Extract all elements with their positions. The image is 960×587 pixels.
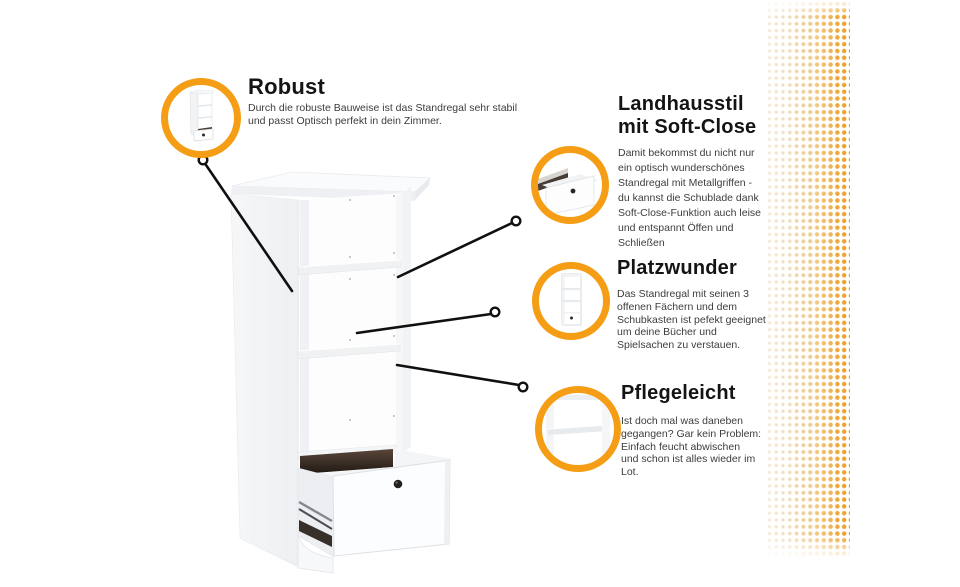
feature-platzwunder-title [617, 257, 737, 280]
feature-platzwunder-description [617, 288, 766, 352]
description-line: ein optisch wunderschönes [618, 162, 745, 174]
feature-platzwunder-thumbnail [532, 262, 610, 340]
description-line: Lot. [621, 466, 639, 479]
feature-pflegeleicht-thumbnail [535, 386, 621, 472]
description-line: Einfach feucht abwischen [621, 440, 741, 453]
description-line: Durch die robuste Bauweise ist das Standregal sehr stabil [248, 102, 518, 114]
description-line: du kannst die Schublade dank [618, 192, 759, 204]
shelf-angled-icon [168, 85, 234, 151]
connector-pflegeleicht [397, 365, 519, 385]
standregal-drawing [231, 172, 452, 573]
description-line: um deine Bücher und [617, 326, 717, 339]
title-line: Robust [248, 74, 325, 99]
feature-softclose-thumbnail [531, 146, 609, 224]
compartment-closeup-icon [542, 393, 614, 465]
title-line: mit Soft-Close [618, 116, 757, 138]
feature-robust-thumbnail [161, 78, 241, 158]
description-line: Spielsachen zu verstauen. [617, 339, 741, 352]
description-line: Das Standregal mit seinen 3 [617, 288, 749, 300]
title-line: Platzwunder [617, 257, 737, 279]
description-line: und entspannt Öffen und [618, 222, 734, 234]
description-line: Soft-Close-Funktion auch leise [618, 207, 761, 219]
description-line: offenen Fächern und dem [617, 300, 738, 313]
drawer-front [333, 460, 450, 556]
description-line: Damit bekommst du nicht nur [618, 147, 755, 159]
title-line: Landhausstil [618, 93, 744, 115]
feature-robust-title [248, 74, 325, 99]
connector-softclose [398, 223, 512, 277]
description-line: Standregal mit Metallgriffen - [618, 177, 753, 189]
description-line: und passt Optisch perfekt in dein Zimmer. [248, 114, 442, 127]
drawer-closeup-icon [538, 153, 602, 217]
feature-pflegeleicht-description [621, 415, 761, 479]
description-line: und schon ist alles wieder im [621, 453, 756, 466]
description-line: Schließen [618, 237, 665, 249]
feature-softclose-description [618, 146, 761, 251]
feature-pflegeleicht-title [621, 382, 736, 405]
drawer-knob [394, 480, 403, 489]
title-line: Pflegeleicht [621, 382, 736, 404]
feature-robust-description [248, 102, 517, 128]
shelf-front-icon [539, 269, 603, 333]
feature-softclose-title [618, 93, 756, 139]
description-line: gegangen? Gar kein Problem: [621, 427, 762, 440]
description-line: Schubkasten ist pefekt geeignet [617, 313, 766, 326]
description-line: Ist doch mal was daneben [621, 415, 743, 427]
